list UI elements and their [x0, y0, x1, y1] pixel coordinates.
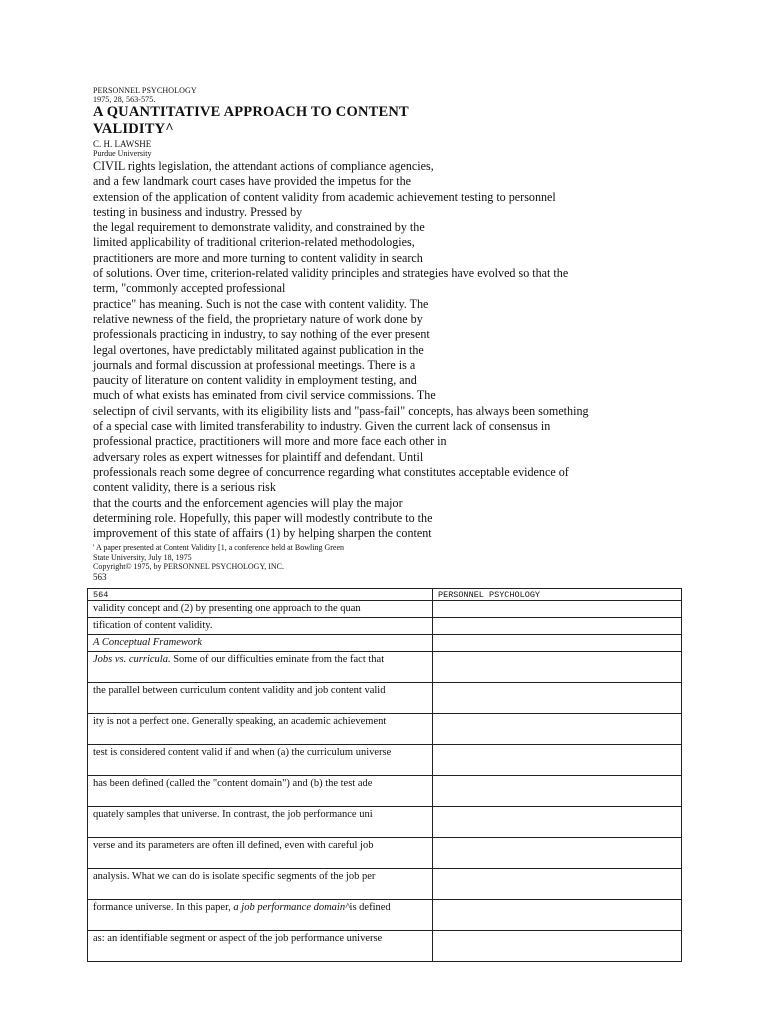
author-affiliation: Purdue University: [93, 149, 152, 158]
continuation-table: [87, 588, 682, 962]
body-line: journals and formal discussion at professional meetings. There is a: [93, 357, 416, 372]
table-row: [88, 807, 682, 838]
table-row: [88, 683, 682, 714]
body-line: and a few landmark court cases have provided the impetus for the: [93, 174, 412, 189]
body-line: of a special case with limited transferability to industry. Given the current lack of consensus in: [93, 419, 551, 434]
journal-name: PERSONNEL PSYCHOLOGY: [93, 86, 197, 95]
article-title: [93, 104, 693, 138]
body-text: [93, 159, 693, 541]
table-cell-empty: [433, 635, 682, 652]
table-cell-text: verse and its parameters are often ill defined, even with careful job: [88, 838, 433, 869]
header-running-title: PERSONNEL PSYCHOLOGY: [433, 589, 682, 601]
table-row: [88, 714, 682, 745]
citation: 1975, 28, 563-575.: [93, 95, 156, 104]
body-line: that the courts and the enforcement agencies will play the major: [93, 495, 403, 510]
footnote-line-2: State University, July 18, 1975: [93, 552, 192, 562]
table-cell-text: tification of content validity.: [88, 618, 433, 635]
body-line: improvement of this state of affairs (1) by helping sharpen the content: [93, 526, 432, 541]
table-cell-text: test is considered content valid if and when (a) the curriculum universe: [88, 745, 433, 776]
table-row: [88, 931, 682, 962]
body-line: professionals practicing in industry, to say nothing of the ever present: [93, 327, 430, 342]
table-cell-empty: [433, 683, 682, 714]
table-cell-empty: [433, 931, 682, 962]
body-line: selectipn of civil servants, with its eligibility lists and "pass-fail" concepts, has always been something: [93, 403, 589, 418]
page-number: 563: [93, 571, 107, 582]
table-cell-text: validity concept and (2) by presenting one approach to the quan: [88, 601, 433, 618]
body-line: paucity of literature on content validity in employment testing, and: [93, 373, 417, 388]
header-page-number: 564: [88, 589, 433, 601]
body-line: legal overtones, have predictably militated against publication in the: [93, 342, 424, 357]
cell-text-before: formance universe. In this paper,: [93, 902, 234, 913]
table-cell-text: the parallel between curriculum content validity and job content valid: [88, 683, 433, 714]
table-row: [88, 869, 682, 900]
author-name: C. H. LAWSHE: [93, 139, 152, 149]
table-cell-text: analysis. What we can do is isolate specific segments of the job per: [88, 869, 433, 900]
section-heading-cell: [88, 635, 433, 652]
footnote-line-1: ' A paper presented at Content Validity [1, a conference held at Bowling Green: [93, 543, 344, 553]
table-row: [88, 900, 682, 931]
table-row: [88, 652, 682, 683]
defined-term: a job performance domain^: [233, 902, 350, 913]
table-cell-empty: [433, 618, 682, 635]
table-cell-empty: [433, 869, 682, 900]
table-cell-empty: [433, 900, 682, 931]
table-row: [88, 635, 682, 652]
table-cell-empty: [433, 776, 682, 807]
body-line: testing in business and industry. Pressed by: [93, 204, 303, 219]
body-line: CIVIL rights legislation, the attendant actions of compliance agencies,: [93, 159, 434, 173]
section-heading: A Conceptual Framework: [93, 637, 202, 648]
body-line: relative newness of the field, the proprietary nature of work done by: [93, 311, 423, 326]
table-row: [88, 838, 682, 869]
body-line: limited applicability of traditional criterion-related methodologies,: [93, 235, 415, 250]
document-page: [93, 86, 693, 582]
body-line: practitioners are more and more turning to content validity in search: [93, 250, 423, 265]
title-line-2: VALIDITY^: [93, 121, 174, 137]
table-row: [88, 601, 682, 618]
body-line: term, "commonly accepted professional: [93, 281, 286, 296]
cell-text-after: is defined: [349, 902, 391, 913]
body-line: practice" has meaning. Such is not the case with content validity. The: [93, 296, 429, 311]
body-line: of solutions. Over time, criterion-related validity principles and strategies have evolved so that the: [93, 266, 569, 281]
run-in-heading: Jobs vs. curricula.: [93, 654, 171, 665]
body-line: content validity, there is a serious risk: [93, 480, 276, 495]
table-cell-empty: [433, 652, 682, 683]
body-line: determining role. Hopefully, this paper will modestly contribute to the: [93, 510, 433, 525]
table-row: [88, 745, 682, 776]
body-line: much of what exists has eminated from civil service commissions. The: [93, 388, 436, 403]
table-cell-text: quately samples that universe. In contrast, the job performance uni: [88, 807, 433, 838]
title-line-1: A QUANTITATIVE APPROACH TO CONTENT: [93, 104, 409, 120]
body-line: extension of the application of content validity from academic achievement testing to personnel: [93, 189, 556, 204]
table-cell-text: ity is not a perfect one. Generally speaking, an academic achievement: [88, 714, 433, 745]
body-line: professionals reach some degree of concurrence regarding what constitutes acceptable evidence of: [93, 464, 569, 479]
body-line: the legal requirement to demonstrate validity, and constrained by the: [93, 220, 425, 235]
table-cell-empty: [433, 714, 682, 745]
cell-text: Some of our difficulties eminate from the fact that: [170, 654, 385, 665]
body-line: adversary roles as expert witnesses for plaintiff and defendant. Until: [93, 449, 424, 464]
footnote: [93, 543, 693, 572]
table-cell-empty: [433, 601, 682, 618]
table-header-row: [88, 589, 682, 601]
table-row: [88, 776, 682, 807]
table-cell-empty: [433, 745, 682, 776]
body-line: professional practice, practitioners will more and more face each other in: [93, 434, 447, 449]
table-cell-empty: [433, 807, 682, 838]
table-cell-text: [88, 652, 433, 683]
copyright-notice: Copyright© 1975, by PERSONNEL PSYCHOLOGY, INC.: [93, 562, 284, 572]
table-row: [88, 618, 682, 635]
table-cell-text: has been defined (called the "content domain") and (b) the test ade: [88, 776, 433, 807]
table-cell-text: as: an identifiable segment or aspect of the job performance universe: [88, 931, 433, 962]
table-cell-empty: [433, 838, 682, 869]
table-cell-text: [88, 900, 433, 931]
